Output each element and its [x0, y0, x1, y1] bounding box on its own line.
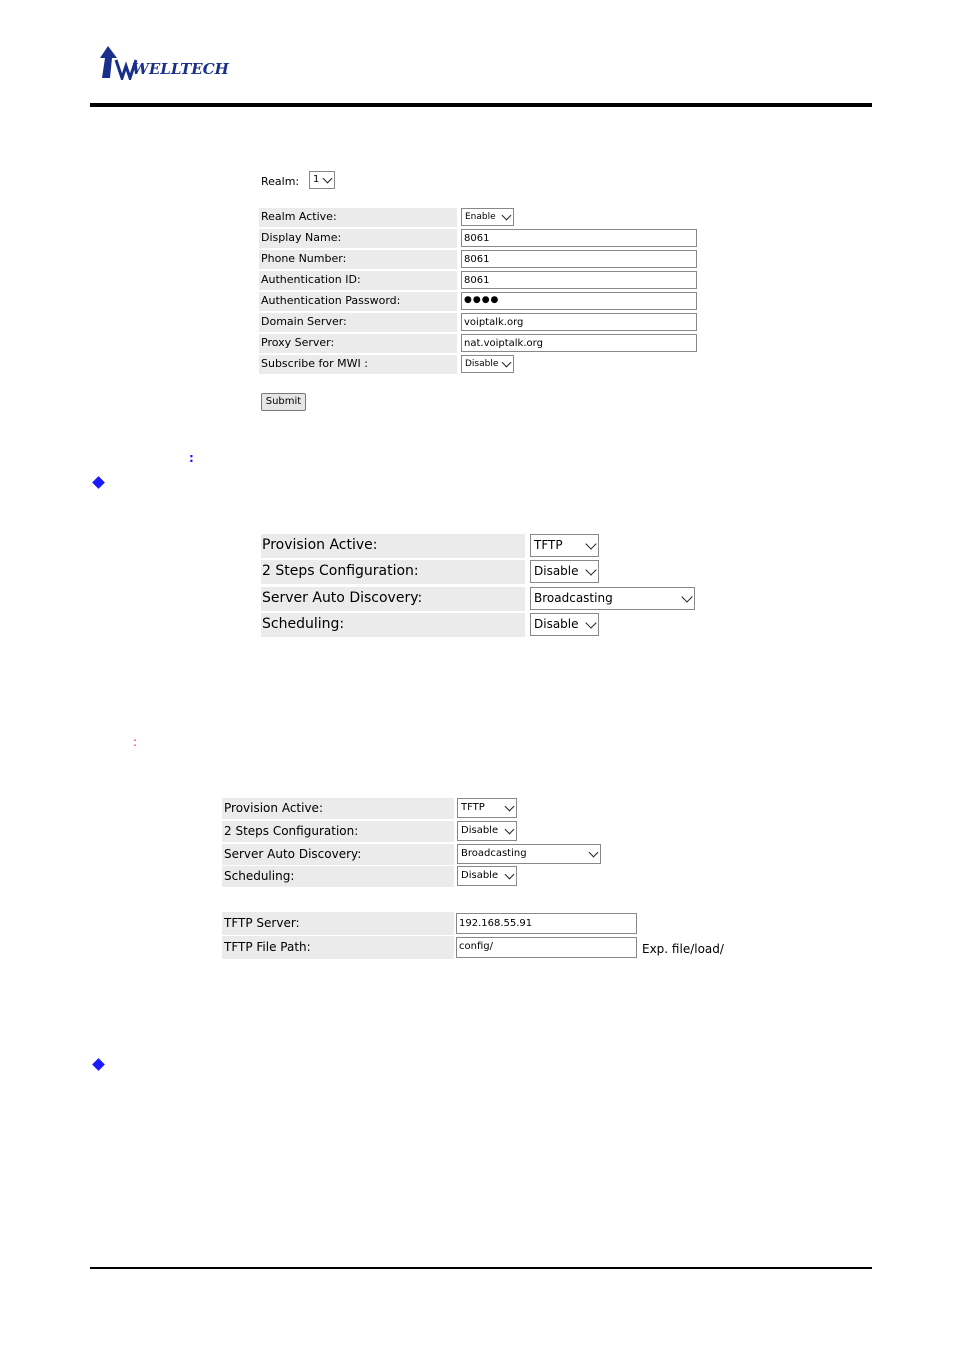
- diamond-bullet-icon: [92, 476, 105, 489]
- provision-active-select[interactable]: TFTP: [530, 534, 599, 557]
- chevron-down-icon: [585, 617, 596, 628]
- footer-rule: [90, 1267, 872, 1269]
- note-colon: :: [189, 451, 194, 465]
- two-steps-row-2: [222, 821, 602, 842]
- auth-id-input[interactable]: 8061: [461, 271, 697, 289]
- realm-select[interactable]: 1: [309, 171, 335, 189]
- provision-active-row-2: [222, 798, 602, 819]
- two-steps-row: [261, 560, 699, 584]
- chevron-down-icon: [505, 802, 515, 812]
- realm-active-label: Realm Active:: [261, 210, 337, 223]
- realm-active-select[interactable]: Enable: [461, 208, 514, 226]
- proxy-server-row: [259, 334, 697, 353]
- two-steps-select-2[interactable]: Disable: [457, 821, 517, 841]
- provision-active-label: Provision Active:: [262, 537, 378, 553]
- chevron-down-icon: [505, 870, 515, 880]
- note-colon-red: :: [133, 735, 138, 749]
- chevron-down-icon: [681, 591, 692, 602]
- tftp-server-label: TFTP Server:: [224, 916, 300, 930]
- domain-server-label: Domain Server:: [261, 315, 347, 328]
- server-auto-discovery-row: [261, 587, 699, 611]
- tftp-server-input[interactable]: 192.168.55.91: [456, 913, 637, 934]
- subscribe-mwi-label: Subscribe for MWI :: [261, 357, 368, 370]
- scheduling-select-2[interactable]: Disable: [457, 866, 517, 886]
- chevron-down-icon: [589, 848, 599, 858]
- scheduling-row: [261, 613, 699, 637]
- logo-text: WELLTECH: [132, 60, 229, 78]
- two-steps-label: 2 Steps Configuration:: [262, 563, 419, 579]
- tftp-path-input[interactable]: config/: [456, 937, 637, 958]
- domain-server-input[interactable]: voiptalk.org: [461, 313, 697, 331]
- chevron-down-icon: [502, 358, 512, 368]
- submit-button[interactable]: Submit: [261, 393, 306, 411]
- display-name-label: Display Name:: [261, 231, 342, 244]
- chevron-down-icon: [505, 825, 515, 835]
- server-auto-discovery-row-2: [222, 844, 602, 865]
- provision-active-label-2: Provision Active:: [224, 801, 323, 815]
- two-steps-label-2: 2 Steps Configuration:: [224, 824, 359, 838]
- subscribe-mwi-row: [259, 355, 697, 374]
- diamond-bullet-icon: [92, 1058, 105, 1071]
- auth-password-label: Authentication Password:: [261, 294, 401, 307]
- server-auto-discovery-label-2: Server Auto Discovery:: [224, 847, 362, 861]
- subscribe-mwi-select[interactable]: Disable: [461, 355, 514, 373]
- tftp-path-label: TFTP File Path:: [224, 940, 311, 954]
- scheduling-select[interactable]: Disable: [530, 613, 599, 636]
- auth-password-row: [259, 292, 697, 311]
- server-auto-discovery-select-2[interactable]: Broadcasting: [457, 844, 601, 864]
- phone-number-row: [259, 250, 697, 269]
- tftp-path-row: [222, 936, 742, 959]
- chevron-down-icon: [585, 538, 596, 549]
- server-auto-discovery-label: Server Auto Discovery:: [262, 590, 423, 606]
- chevron-down-icon: [323, 174, 333, 184]
- tftp-server-row: [222, 912, 638, 935]
- phone-number-input[interactable]: 8061: [461, 250, 697, 268]
- auth-id-row: [259, 271, 697, 290]
- proxy-server-input[interactable]: nat.voiptalk.org: [461, 334, 697, 352]
- display-name-input[interactable]: 8061: [461, 229, 697, 247]
- chevron-down-icon: [502, 211, 512, 221]
- domain-server-row: [259, 313, 697, 332]
- auth-password-input[interactable]: ●●●●: [461, 292, 697, 310]
- scheduling-label: Scheduling:: [262, 616, 345, 632]
- two-steps-select[interactable]: Disable: [530, 560, 599, 583]
- header-rule: [90, 103, 872, 107]
- auth-id-label: Authentication ID:: [261, 273, 361, 286]
- scheduling-row-2: [222, 866, 602, 887]
- phone-number-label: Phone Number:: [261, 252, 347, 265]
- chevron-down-icon: [585, 564, 596, 575]
- welltech-logo: [100, 46, 246, 80]
- server-auto-discovery-select[interactable]: Broadcasting: [530, 587, 695, 610]
- provision-active-row: [261, 534, 699, 558]
- proxy-server-label: Proxy Server:: [261, 336, 335, 349]
- realm-label: Realm:: [261, 175, 300, 188]
- tftp-path-hint: Exp. file/load/: [642, 942, 724, 956]
- scheduling-label-2: Scheduling:: [224, 869, 295, 883]
- realm-active-row: [259, 208, 697, 227]
- provision-active-select-2[interactable]: TFTP: [457, 798, 517, 818]
- display-name-row: [259, 229, 697, 248]
